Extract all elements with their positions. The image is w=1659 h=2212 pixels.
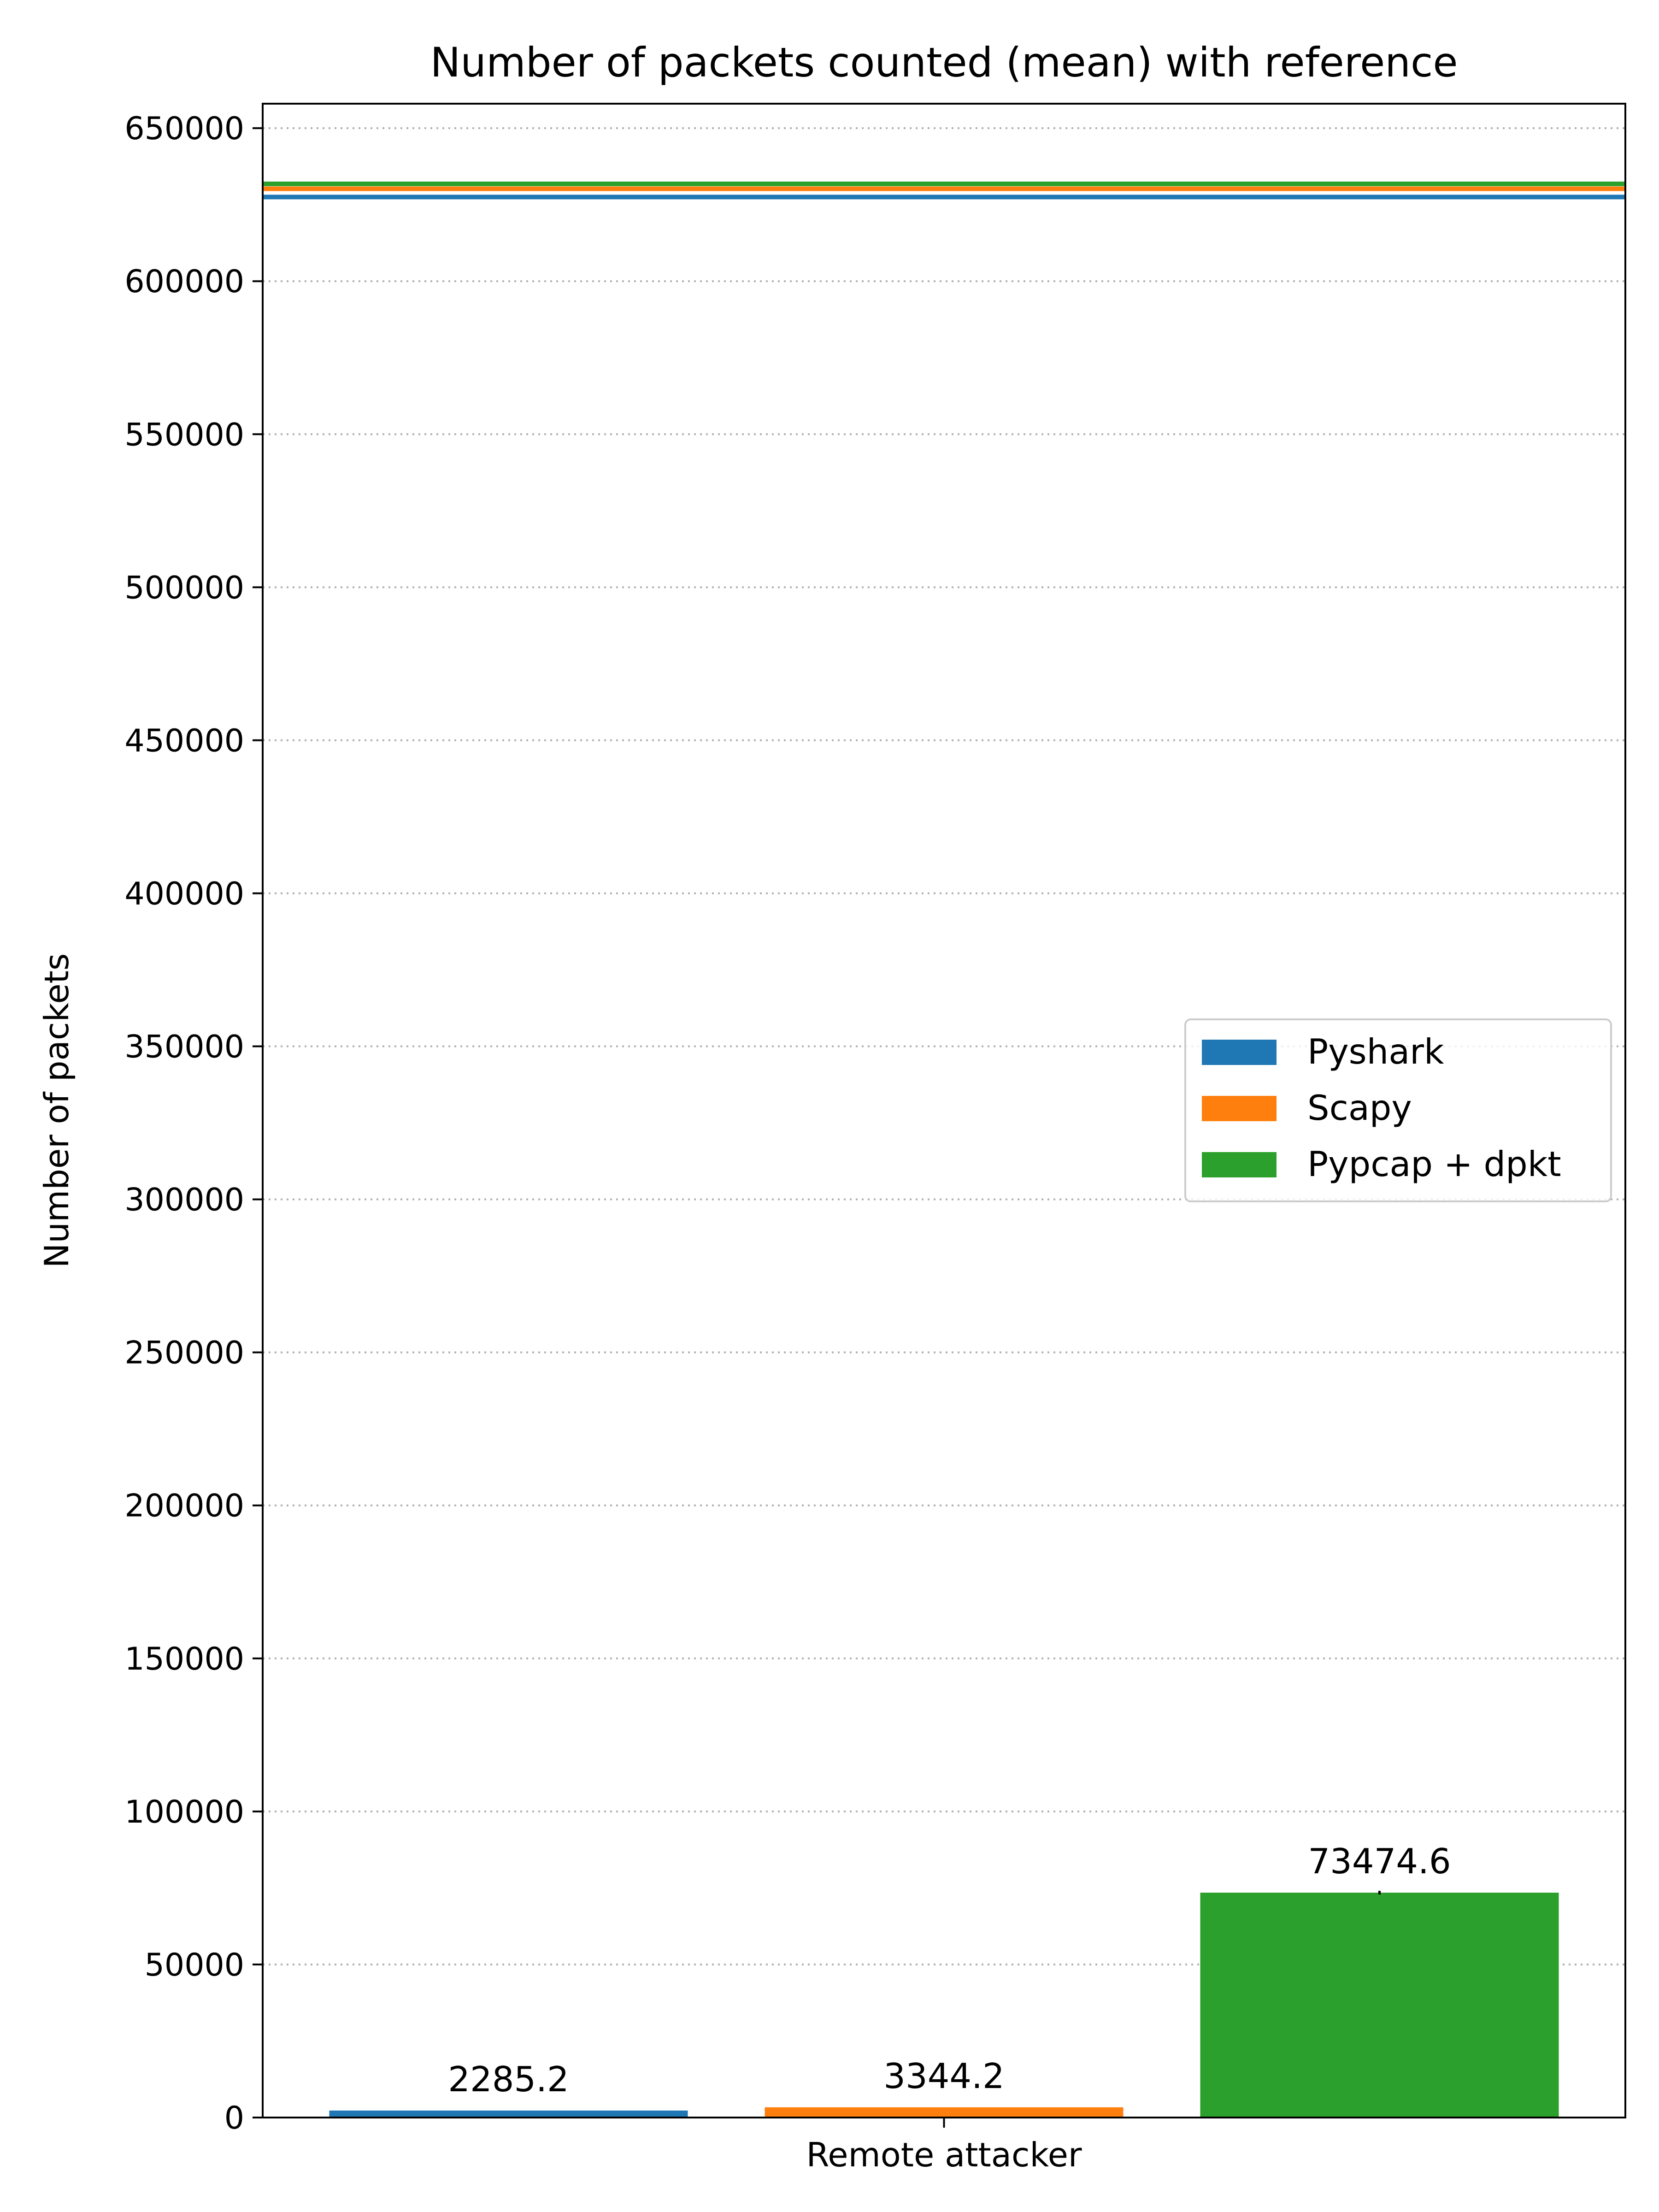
- legend-swatch: [1202, 1040, 1277, 1065]
- legend-label: Pypcap + dpkt: [1307, 1144, 1561, 1184]
- data-label: 2285.2: [448, 2059, 569, 2100]
- bar-pypcap-dpkt: [1200, 1893, 1559, 2118]
- reference-lines: [263, 184, 1625, 197]
- y-tick-label: 350000: [124, 1029, 244, 1065]
- y-tick-label: 300000: [124, 1182, 244, 1218]
- y-tick-label: 550000: [124, 417, 244, 453]
- y-tick-label: 600000: [124, 264, 244, 300]
- legend-label: Pyshark: [1307, 1031, 1444, 1072]
- legend-swatch: [1202, 1152, 1277, 1177]
- y-tick-label: 400000: [124, 876, 244, 912]
- data-label: 3344.2: [883, 2055, 1005, 2096]
- y-tick-label: 250000: [124, 1335, 244, 1371]
- chart-title: Number of packets counted (mean) with reference: [430, 39, 1458, 86]
- y-axis-title: Number of packets: [37, 953, 76, 1268]
- y-tick-label: 0: [224, 2100, 244, 2136]
- y-tick-label: 50000: [144, 1947, 244, 1983]
- bar-scapy: [765, 2107, 1124, 2118]
- y-tick-label: 150000: [124, 1641, 244, 1677]
- legend-swatch: [1202, 1096, 1277, 1121]
- legend: [1185, 1019, 1611, 1201]
- y-tick-label: 500000: [124, 570, 244, 606]
- y-tick-label: 100000: [124, 1794, 244, 1830]
- x-axis-label: Remote attacker: [806, 2136, 1082, 2174]
- legend-label: Scapy: [1307, 1088, 1412, 1128]
- y-tick-label: 200000: [124, 1488, 244, 1524]
- bar-pyshark: [329, 2111, 688, 2118]
- y-tick-label: 650000: [124, 111, 244, 147]
- data-label: 73474.6: [1308, 1841, 1451, 1882]
- y-tick-label: 450000: [124, 723, 244, 759]
